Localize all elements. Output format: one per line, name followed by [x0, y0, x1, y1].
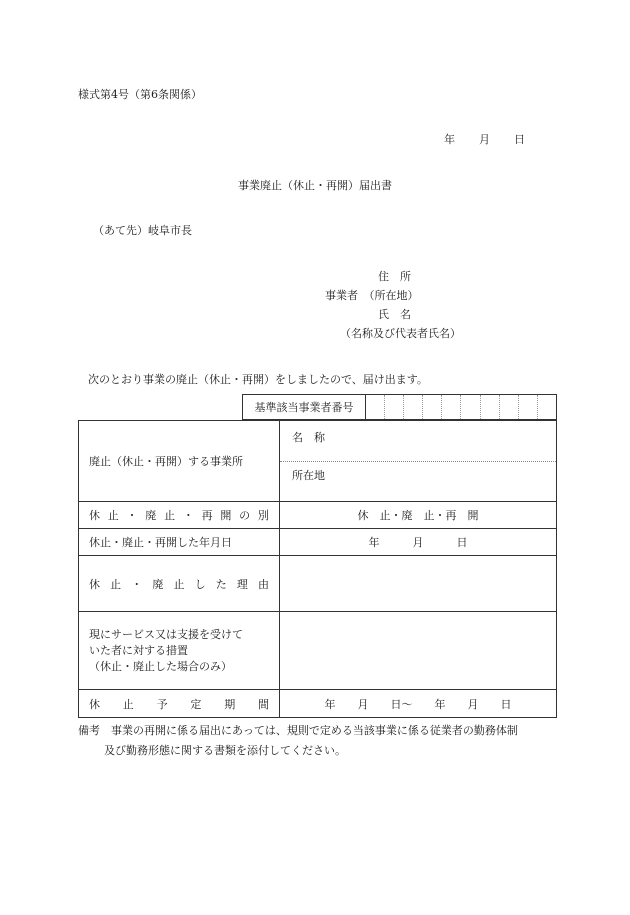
row-label-line: いた者に対する措置	[89, 643, 188, 657]
addressee: （あて先）岐阜市長	[93, 224, 192, 237]
office-location-label: 所在地	[292, 469, 325, 482]
business-number-cell[interactable]	[385, 395, 404, 419]
row-label-char: 由	[258, 577, 269, 591]
row-label-char: 休	[89, 509, 100, 522]
business-number-cell[interactable]	[404, 395, 423, 419]
type-value[interactable]: 休 止・廃 止・再 開	[280, 502, 557, 529]
row-label-char: 止	[107, 509, 119, 522]
row-label-char: ・	[126, 509, 138, 522]
row-label-char: 予	[156, 697, 168, 711]
business-number-cell[interactable]	[500, 395, 519, 419]
date-year: 年	[444, 133, 455, 146]
table-row	[79, 690, 557, 718]
row-label-char: 定	[190, 697, 202, 711]
office-cell[interactable]	[280, 421, 557, 502]
business-number-box	[242, 394, 557, 420]
business-number-cell[interactable]	[461, 395, 480, 419]
divider	[280, 461, 556, 462]
date-month: 月	[479, 133, 490, 146]
date-line	[444, 131, 525, 147]
row-label-line: （休止・廃止した場合のみ）	[89, 659, 232, 673]
reason-value[interactable]	[280, 556, 557, 612]
date-day: 日	[514, 133, 525, 146]
row-label	[79, 502, 280, 529]
row-label-char: 開	[220, 509, 232, 522]
applicant-name-sub: （名称及び代表者氏名）	[340, 327, 461, 340]
office-name-label: 名 称	[292, 431, 325, 444]
row-label-char: 休	[89, 577, 100, 591]
row-label-line: 現にサービス又は支援を受けて	[89, 627, 243, 641]
table-row	[79, 612, 557, 690]
row-label-char: ・	[131, 577, 143, 591]
business-number-cell[interactable]	[519, 395, 538, 419]
row-label: 廃止（休止・再開）する事業所	[79, 421, 280, 502]
row-label	[79, 556, 280, 612]
row-label	[79, 690, 280, 718]
measures-value[interactable]	[280, 612, 557, 690]
row-label-char: 止	[173, 577, 185, 591]
business-number-cell[interactable]	[366, 395, 385, 419]
row-label-char: 再	[201, 509, 213, 522]
business-number-cell[interactable]	[481, 395, 500, 419]
row-label-char: の	[239, 509, 251, 522]
business-number-cell[interactable]	[442, 395, 461, 419]
row-label-char: 廃	[145, 509, 157, 522]
business-number-cell[interactable]	[423, 395, 442, 419]
table-row	[79, 421, 557, 502]
applicant-role-label: 事業者 （所在地）	[325, 289, 419, 302]
row-label-char: 止	[110, 577, 122, 591]
note-line-1: 備考 事業の再開に係る届出にあっては、規則で定める当該事業に係る従業者の勤務体制	[78, 724, 518, 737]
row-label: 休止・廃止・再開した年月日	[79, 529, 280, 556]
row-label-char: 止	[164, 509, 176, 522]
row-label-char: し	[194, 577, 206, 591]
row-label-char: ・	[182, 509, 194, 522]
business-number-label: 基準該当事業者番号	[243, 395, 366, 419]
row-label-char: 廃	[152, 577, 164, 591]
row-label-char: た	[215, 577, 227, 591]
applicant-address-label: 住 所	[378, 270, 411, 283]
row-label	[79, 612, 280, 690]
period-value[interactable]: 年 月 日〜 年 月 日	[280, 690, 557, 718]
row-label-char: 期	[224, 697, 236, 711]
table-row	[79, 556, 557, 612]
form-table	[78, 420, 557, 718]
row-label-char: 別	[257, 509, 269, 522]
table-row	[79, 529, 557, 556]
row-label-char: 間	[257, 697, 269, 711]
row-label-char: 止	[122, 697, 134, 711]
applicant-name-label: 氏 名	[378, 308, 411, 321]
document-title: 事業廃止（休止・再開）届出書	[238, 179, 392, 192]
business-number-cell[interactable]	[538, 395, 556, 419]
lead-text: 次のとおり事業の廃止（休止・再開）をしましたので、届け出ます。	[88, 373, 428, 386]
form-number: 様式第4号（第6条関係）	[78, 88, 202, 101]
row-label-char: 理	[236, 577, 248, 591]
note-line-2: 及び勤務形態に関する書類を添付してください。	[104, 744, 346, 757]
row-label-char: 休	[89, 697, 100, 711]
table-row	[79, 502, 557, 529]
business-number-cells	[366, 395, 556, 419]
date-value[interactable]: 年 月 日	[280, 529, 557, 556]
